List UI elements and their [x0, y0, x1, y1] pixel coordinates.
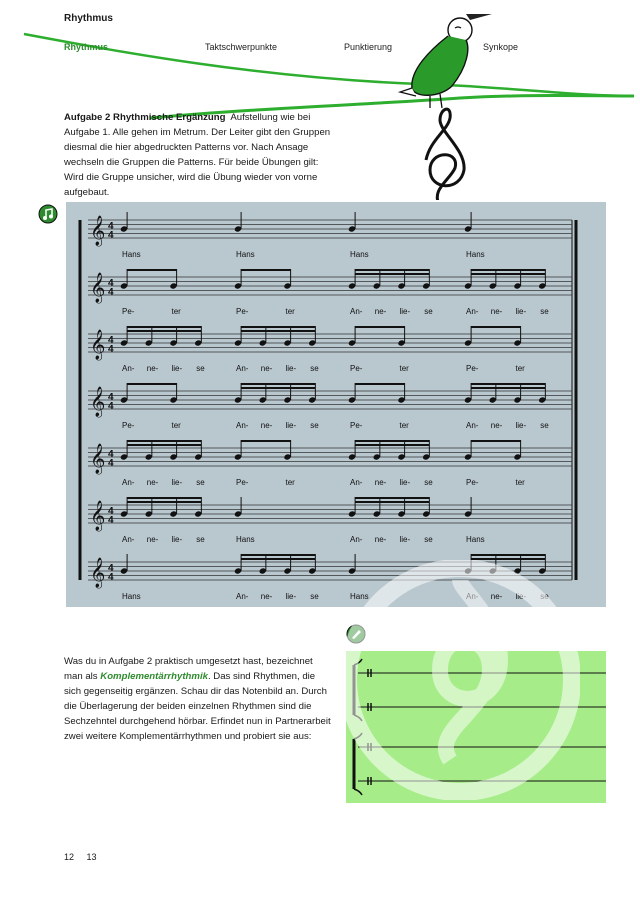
time-signature-top: 4: [108, 335, 114, 346]
beam-secondary: [355, 273, 429, 275]
time-signature-top: 4: [108, 506, 114, 517]
beam-secondary: [355, 444, 429, 446]
syllable-label: An-: [350, 535, 363, 544]
syllable-label: se: [310, 592, 319, 601]
syllable-label: An-: [350, 478, 363, 487]
beam: [127, 269, 177, 271]
time-signature-bottom: 4: [108, 230, 114, 241]
syllable-label: Hans: [350, 250, 369, 259]
time-signature-top: 4: [108, 563, 114, 574]
beam-secondary: [241, 330, 315, 332]
syllable-label: lie-: [399, 535, 411, 544]
time-signature-bottom: 4: [108, 344, 114, 355]
tab-synkope[interactable]: Synkope: [483, 42, 519, 52]
syllable-label: ne-: [374, 535, 387, 544]
syllable-label: ter: [285, 478, 295, 487]
beam: [127, 497, 201, 499]
syllable-label: ter: [515, 364, 525, 373]
beam: [241, 269, 291, 271]
beam: [241, 383, 315, 385]
syllable-label: ne-: [260, 592, 273, 601]
syllable-label: se: [310, 421, 319, 430]
syllable-label: An-: [122, 478, 135, 487]
system-1: [354, 659, 606, 721]
syllable-label: lie-: [171, 364, 183, 373]
syllable-label: Hans: [122, 592, 141, 601]
syllable-label: An-: [466, 421, 479, 430]
rhythm-score: [66, 202, 606, 607]
beam-secondary: [471, 558, 545, 560]
intro-paragraph: [64, 110, 334, 200]
syllable-label: lie-: [399, 478, 411, 487]
beam-secondary: [471, 273, 545, 275]
beam-secondary: [127, 444, 201, 446]
time-signature-bottom: 4: [108, 401, 114, 412]
treble-clef-icon: 𝄞: [90, 444, 106, 474]
syllable-label: se: [196, 364, 205, 373]
beam: [241, 440, 291, 442]
syllable-label: ne-: [490, 592, 503, 601]
tab-rhythmus[interactable]: Rhythmus: [64, 42, 109, 52]
beam-secondary: [241, 387, 315, 389]
syllable-label: Pe-: [466, 364, 479, 373]
syllable-label: Pe-: [350, 364, 363, 373]
beam: [471, 383, 545, 385]
tab-punktierung[interactable]: Punktierung: [344, 42, 393, 52]
beam: [471, 326, 520, 328]
syllable-label: lie-: [515, 421, 527, 430]
syllable-label: lie-: [515, 592, 527, 601]
syllable-label: se: [310, 364, 319, 373]
syllable-label: lie-: [171, 535, 183, 544]
beam: [471, 269, 545, 271]
syllable-label: Pe-: [236, 478, 249, 487]
syllable-label: Pe-: [350, 421, 363, 430]
treble-clef-icon: 𝄞: [90, 273, 106, 303]
beam: [355, 326, 405, 328]
syllable-label: ne-: [146, 364, 159, 373]
time-signature-top: 4: [108, 449, 114, 460]
time-signature-top: 4: [108, 392, 114, 403]
syllable-label: ter: [285, 307, 295, 316]
syllable-label: lie-: [515, 307, 527, 316]
syllable-label: An-: [350, 307, 363, 316]
syllable-label: Hans: [122, 250, 141, 259]
explanation-paragraph: [64, 654, 332, 744]
time-signature-bottom: 4: [108, 572, 114, 583]
syllable-label: se: [424, 535, 433, 544]
beam-secondary: [241, 558, 315, 560]
explanation-after: . Das sind Rhythmen, die sich gegenseitig ergänzen. Schau dir das Notenbild an. Durch die Überlagerung der beiden einzelnen Rhythmen sind die Sechzehntel durchgehend hörbar. Erfindet nun in Partnerarbeit zwei weitere Komplementärrhythmen und probiert sie aus:: [64, 671, 331, 742]
beam: [355, 383, 405, 385]
syllable-label: lie-: [285, 364, 297, 373]
syllable-label: ne-: [146, 535, 159, 544]
beam: [355, 497, 429, 499]
syllable-label: ne-: [490, 307, 503, 316]
treble-clef-icon: 𝄞: [90, 387, 106, 417]
syllable-label: Pe-: [466, 478, 479, 487]
intro-text: Aufstellung wie bei Aufgabe 1. Alle gehen im Metrum. Der Leiter gibt den Gruppen diesmal die hier abgedruckten Patterns vor. Nach Ansage wechseln die Gruppen die Patterns. Für beide Übungen gilt: Wird die Gruppe unsicher, wird die Übung wieder von vorne aufgebaut.: [64, 112, 331, 198]
pencil-icon[interactable]: [346, 624, 366, 644]
music-note-icon[interactable]: [38, 204, 58, 224]
syllable-label: An-: [122, 364, 135, 373]
beam-secondary: [127, 330, 201, 332]
score-canvas: [66, 202, 606, 607]
green-line: [24, 34, 634, 96]
beam-secondary: [471, 387, 545, 389]
system-2: [354, 733, 606, 795]
time-signature-top: 4: [108, 221, 114, 232]
syllable-label: ter: [399, 421, 409, 430]
treble-clef-icon: 𝄞: [90, 330, 106, 360]
page-number-left: 12: [64, 852, 75, 862]
beam-secondary: [355, 501, 429, 503]
beam: [241, 554, 315, 556]
beam: [471, 440, 520, 442]
syllable-label: se: [424, 478, 433, 487]
beam: [355, 440, 429, 442]
header-title: Rhythmus: [64, 13, 113, 24]
time-signature-bottom: 4: [108, 287, 114, 298]
tab-taktschwerpunkte[interactable]: Taktschwerpunkte: [205, 42, 278, 52]
syllable-label: An-: [122, 535, 135, 544]
beam: [471, 554, 545, 556]
page-number-right: 13: [86, 852, 97, 862]
syllable-label: An-: [236, 364, 249, 373]
beam: [127, 440, 201, 442]
syllable-label: Hans: [466, 250, 485, 259]
syllable-label: ne-: [490, 421, 503, 430]
syllable-label: Hans: [236, 535, 255, 544]
beam: [355, 269, 429, 271]
syllable-label: An-: [236, 421, 249, 430]
beam-secondary: [127, 501, 201, 503]
syllable-label: lie-: [171, 478, 183, 487]
syllable-label: Pe-: [122, 307, 135, 316]
beam: [241, 326, 315, 328]
explanation-before: Was du in Aufgabe 2 praktisch umgesetzt hast, bezeichnet man als: [64, 656, 313, 682]
syllable-label: ne-: [374, 307, 387, 316]
syllable-label: se: [540, 592, 549, 601]
syllable-label: Hans: [236, 250, 255, 259]
intro-heading: Aufgabe 2 Rhythmische Ergänzung: [64, 112, 226, 123]
syllable-label: ne-: [260, 364, 273, 373]
syllable-label: An-: [466, 592, 479, 601]
syllable-label: lie-: [285, 421, 297, 430]
term-komplementaerrhythmik: Komplementärrhythmik: [100, 671, 208, 682]
syllable-label: ter: [399, 364, 409, 373]
syllable-label: ter: [171, 421, 181, 430]
time-signature-top: 4: [108, 278, 114, 289]
syllable-label: An-: [236, 592, 249, 601]
syllable-label: se: [540, 421, 549, 430]
syllable-label: Pe-: [236, 307, 249, 316]
bird-illustration: [400, 14, 492, 108]
syllable-label: Hans: [466, 535, 485, 544]
syllable-label: ne-: [146, 478, 159, 487]
syllable-label: Hans: [350, 592, 369, 601]
syllable-label: lie-: [285, 592, 297, 601]
empty-staff-systems: [346, 651, 606, 803]
syllable-label: se: [424, 307, 433, 316]
syllable-label: ne-: [374, 478, 387, 487]
syllable-label: ne-: [260, 421, 273, 430]
syllable-label: se: [540, 307, 549, 316]
beam: [127, 383, 177, 385]
syllable-label: ter: [171, 307, 181, 316]
time-signature-bottom: 4: [108, 515, 114, 526]
page-numbers: [64, 852, 107, 862]
syllable-label: ter: [515, 478, 525, 487]
beam: [127, 326, 201, 328]
syllable-label: lie-: [399, 307, 411, 316]
treble-clef-drawing: [426, 109, 464, 200]
syllable-label: Pe-: [122, 421, 135, 430]
treble-clef-icon: 𝄞: [90, 216, 106, 246]
syllable-label: se: [196, 535, 205, 544]
time-signature-bottom: 4: [108, 458, 114, 469]
syllable-label: An-: [466, 307, 479, 316]
treble-clef-icon: 𝄞: [90, 501, 106, 531]
syllable-label: se: [196, 478, 205, 487]
task-writing-area[interactable]: [346, 651, 606, 803]
treble-clef-icon: 𝄞: [90, 558, 106, 588]
